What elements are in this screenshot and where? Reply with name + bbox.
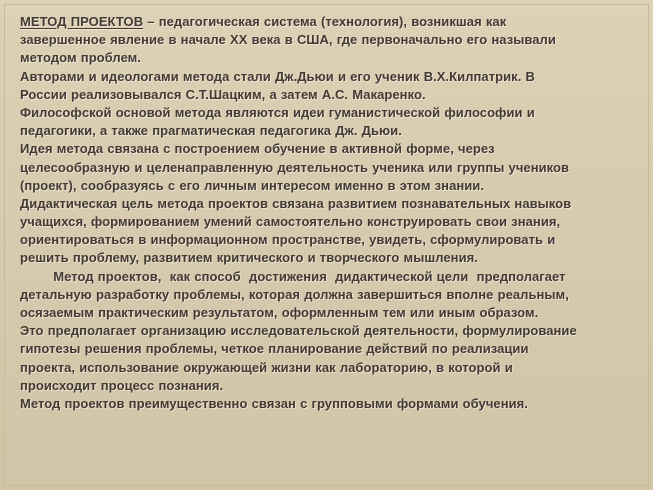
text-line: Авторами и идеологами метода стали Дж.Дьюи и его ученик В.Х.Килпатрик. В	[20, 68, 535, 84]
text-line: Это предполагает организацию исследовательской деятельности, формулирование	[20, 323, 577, 339]
text-line: (проект), сообразуясь с его личным интересом именно в этом знании.	[20, 177, 485, 193]
text-line: Дидактическая цель метода проектов связана развитием познавательных навыков	[20, 195, 572, 211]
text-line: проекта, использование окружающей жизни как лабораторию, в которой и	[20, 359, 513, 375]
text-line: Философской основой метода являются идеи гуманистической философии и	[20, 104, 535, 120]
text-line: Метод проектов, как способ достижения дидактической цели предполагает	[20, 268, 566, 284]
text-line	[20, 13, 640, 31]
text-line: завершенное явление в начале XX века в США, где первоначально его называли	[20, 32, 556, 48]
definition-text: – педагогическая система (технология), возникшая как	[143, 14, 507, 29]
text-line: Идея метода связана с построением обучение в активной форме, через	[20, 141, 495, 157]
text-line: происходит процесс познания.	[20, 377, 224, 393]
slide-text-body	[20, 13, 640, 413]
text-line: целесообразную и целенаправленную деятельность ученика или группы учеников	[20, 159, 570, 175]
text-line: ориентироваться в информационном пространстве, увидеть, сформулировать и	[20, 232, 556, 248]
text-line: гипотезы решения проблемы, четкое планирование действий по реализации	[20, 341, 529, 357]
text-line: России реализовывался С.Т.Шацким, а затем А.С. Макаренко.	[20, 86, 426, 102]
text-line: Метод проектов преимущественно связан с групповыми формами обучения.	[20, 395, 528, 411]
text-line: осязаемым практическим результатом, оформленным тем или иным образом.	[20, 305, 539, 320]
text-line: методом проблем.	[20, 50, 142, 66]
text-line: учащихся, формированием умений самостоятельно конструировать свои знания,	[20, 214, 561, 230]
text-line: педагогики, а также прагматическая педагогика Дж. Дьюи.	[20, 123, 402, 139]
text-line: детальную разработку проблемы, которая должна завершиться вполне реальным,	[20, 286, 569, 302]
text-line: решить проблему, развитием критического и творческого мышления.	[20, 250, 478, 266]
term-heading: МЕТОД ПРОЕКТОВ	[20, 14, 144, 29]
